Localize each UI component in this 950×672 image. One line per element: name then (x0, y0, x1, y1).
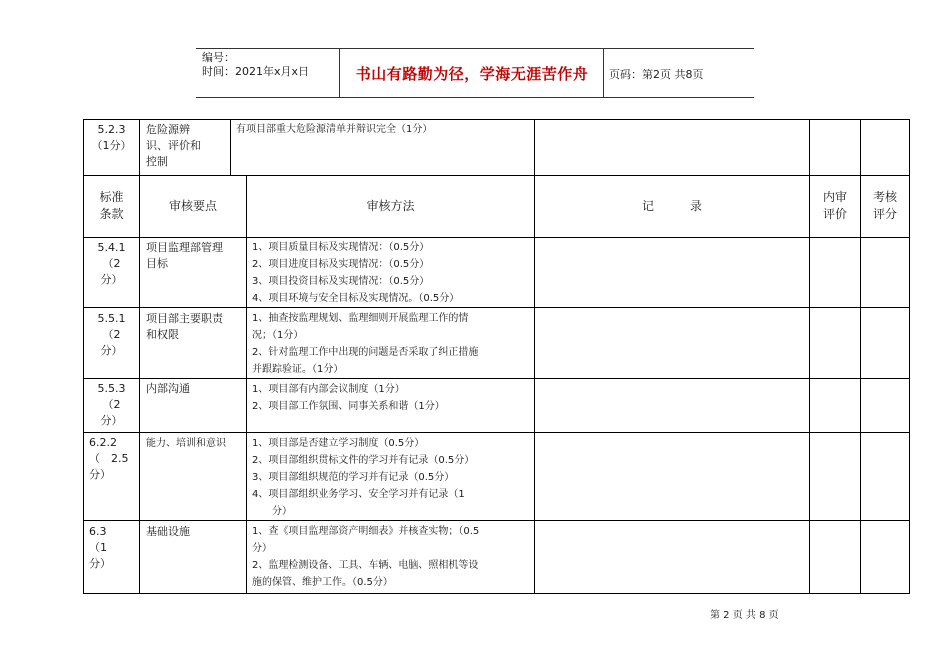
method-item: 2、项目部组织贯标文件的学习并有记录（0.5分） (252, 455, 475, 466)
clause-number: 5.5.3 (97, 382, 126, 395)
header-meta (202, 51, 309, 79)
point-cell (146, 381, 246, 397)
point-text: 项目监理部管理 (146, 241, 223, 254)
table-border (909, 119, 910, 594)
clause-number: 6.2.2 (89, 436, 117, 449)
method-cell (252, 239, 534, 307)
method-item: 4、项目环境与安全目标及实现情况。（0.5分） (252, 293, 460, 304)
clause-number: 5.5.1 (97, 312, 126, 325)
table-border (83, 119, 910, 120)
point-cell (146, 436, 246, 451)
header-internal (810, 189, 860, 223)
point-cell (146, 524, 246, 540)
table-border (83, 432, 910, 433)
clause-score: （2 (102, 257, 121, 270)
method-cell (252, 435, 534, 520)
method-item: 2、针对监理工作中出现的问题是否采取了纠正措施 (252, 347, 479, 358)
method-cell (252, 381, 534, 415)
table-border (230, 119, 231, 175)
point-text: 识、评价和 (146, 139, 201, 152)
clause-score: （1分） (91, 139, 132, 152)
header-text: 内审 (822, 190, 847, 204)
table-border (83, 520, 910, 521)
header-text: 评价 (822, 207, 847, 221)
table-border (83, 378, 910, 379)
clause-score: （2 (102, 328, 121, 341)
method-item: 并跟踪验证。（1分） (252, 364, 344, 375)
clause-number: 6.3 (89, 525, 107, 538)
point-text: 基础设施 (146, 525, 190, 538)
header-point: 审核要点 (168, 199, 217, 213)
clause-number: 5.2.3 (97, 123, 126, 136)
table-border (139, 119, 140, 594)
document-number-label: 编号： (202, 51, 235, 64)
header-divider (339, 49, 340, 97)
header-page-number: 页码：第2页 共8页 (609, 68, 704, 81)
point-cell (146, 122, 230, 170)
method-cell (252, 310, 534, 378)
clause-number: 5.4.1 (97, 241, 126, 254)
method-item: 1、项目部是否建立学习制度（0.5分） (252, 438, 425, 449)
clause-score: 分） (100, 414, 123, 427)
clause-score: 分） (100, 273, 123, 286)
clause-cell (84, 240, 139, 288)
clause-score: 分） (89, 557, 111, 570)
method-item: 3、项目部组织规范的学习并有记录（0.5分） (252, 472, 455, 483)
clause-score: （1 (89, 541, 107, 554)
header-divider (603, 49, 604, 97)
clause-cell (89, 524, 139, 572)
method-item: 1、查《项目监理部资产明细表》并核查实物；（0.5 (252, 526, 480, 537)
point-text: 控制 (146, 155, 168, 168)
header-motto: 书山有路勤为径，学海无涯苦作舟 (355, 64, 589, 83)
method-item: 分） (252, 543, 272, 554)
point-text: 危险源辨 (146, 123, 190, 136)
clause-score: 分） (89, 468, 111, 481)
method-cell (252, 523, 534, 591)
point-text: 项目部主要职责 (146, 312, 223, 325)
point-text: 能力、培训和意识 (146, 438, 226, 449)
method-item: 分） (252, 506, 292, 517)
table-border (83, 307, 910, 308)
header-method: 审核方法 (366, 199, 415, 213)
clause-cell (89, 435, 139, 483)
point-cell (146, 311, 246, 343)
method-item: 3、项目投资目标及实现情况：（0.5分） (252, 276, 430, 287)
header-clause (84, 189, 139, 223)
method-item: 2、项目进度目标及实现情况：（0.5分） (252, 259, 430, 270)
method-item: 况；（1分） (252, 330, 304, 341)
clause-score: 分） (100, 344, 123, 357)
header-assess (861, 189, 909, 223)
document-time-label: 时间：2021年x月x日 (202, 65, 310, 78)
point-text: 和权限 (146, 328, 179, 341)
clause-cell (84, 122, 139, 154)
method-item: 1、项目质量目标及实现情况：（0.5分） (252, 242, 430, 253)
clause-cell (84, 311, 139, 359)
method-cell: 有项目部重大危险源清单并辩识完全（1分） (236, 124, 433, 135)
point-text: 内部沟通 (146, 382, 190, 395)
clause-cell (84, 381, 139, 429)
clause-score: （ 2.5 (89, 452, 129, 465)
header-record: 记 录 (641, 199, 702, 213)
table-border (534, 119, 535, 594)
header-text: 评分 (872, 207, 897, 221)
point-cell (146, 240, 246, 272)
header-text: 条款 (99, 207, 124, 221)
method-item: 施的保管、维护工作。（0.5分） (252, 577, 393, 588)
table-border (83, 175, 910, 176)
header-text: 标准 (99, 190, 124, 204)
clause-score: （2 (102, 398, 121, 411)
table-border (246, 175, 247, 594)
method-item: 2、项目部工作氛围、同事关系和谐（1分） (252, 401, 445, 412)
point-text: 目标 (146, 257, 168, 270)
table-border (83, 593, 910, 594)
method-item: 2、监理检测设备、工具、车辆、电脑、照相机等设 (252, 560, 479, 571)
method-item: 1、抽查按监理规划、监理细则开展监理工作的情 (252, 313, 469, 324)
page-footer: 第 2 页 共 8 页 (710, 610, 779, 621)
table-border (83, 237, 910, 238)
page-header (196, 48, 754, 98)
method-item: 4、项目部组织业务学习、安全学习并有记录（1 (252, 489, 465, 500)
header-text: 考核 (872, 190, 897, 204)
method-item: 1、项目部有内部会议制度（1分） (252, 384, 405, 395)
